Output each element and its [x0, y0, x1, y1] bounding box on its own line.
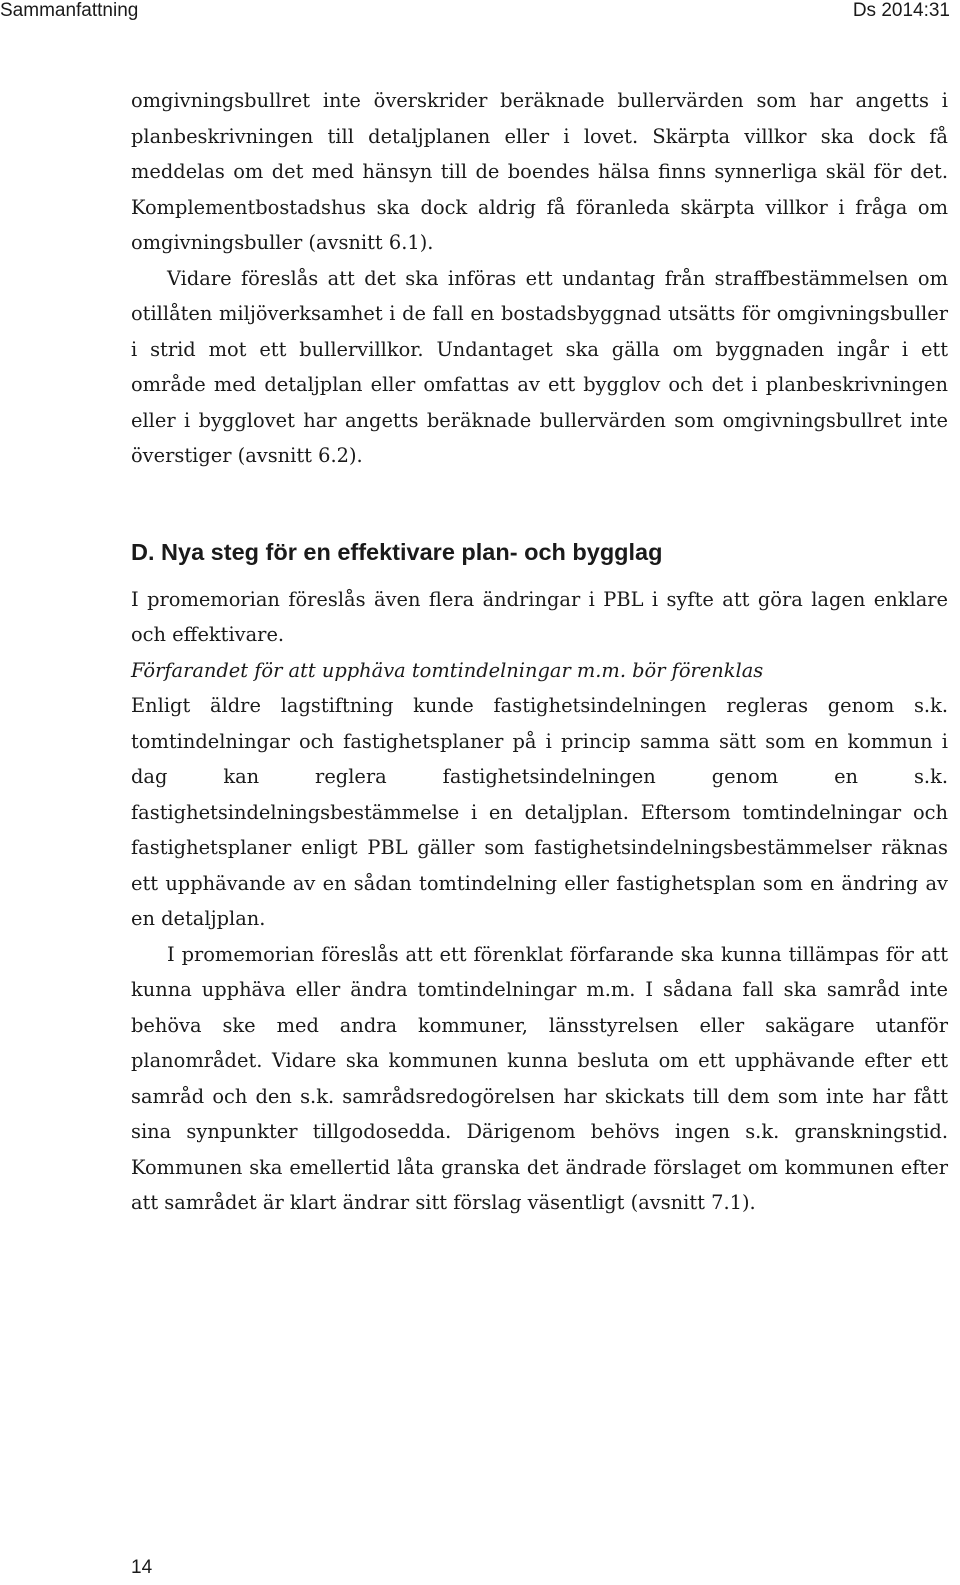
paragraph-aldre-lagstiftning: Enligt äldre lagstiftning kunde fastighetsindelningen regleras genom s.k. tomtindelningar och fastighetsplaner på i princip samma sätt som en kommun i dag kan reglera fastighetsindelningen genom en s.k. fastighetsindelningsbestämmelse i en detaljplan. Eftersom tomtindelningar och fastighetsplaner enligt PBL gäller som fastighetsindelningsbestämmelser räknas ett upphävande av en sådan tomtindelning eller fastighetsplan som en ändring av en detaljplan.: [131, 694, 948, 930]
paragraph-pbl-changes: I promemorian föreslås även flera ändringar i PBL i syfte att göra lagen enklare och effektivare.: [131, 587, 948, 646]
paragraph-straffbestammelse: Vidare föreslås att det ska införas ett undantag från straffbestämmelsen om otillåten miljöverksamhet i de fall en bostadsbyggnad utsätts för omgivningsbuller i strid mot ett bullervillkor. Undantaget ska gälla om byggnaden ingår i ett område med detaljplan eller omfattas av ett bygglov och det i planbeskrivningen eller i bygglovet har angetts beräknade bullervärden som omgivningsbullret inte överstiger (avsnitt 6.2).: [131, 266, 948, 467]
subheading-tomtindelningar: Förfarandet för att upphäva tomtindelningar m.m. bör förenklas: [131, 658, 764, 682]
page-body: [131, 83, 948, 1221]
section-heading-d: D. Nya steg för en effektivare plan- och bygglag: [131, 538, 663, 565]
running-header: [0, 0, 960, 30]
running-header-section: Sammanfattning: [0, 0, 139, 21]
paragraph-continuation: omgivningsbullret inte överskrider beräknade bullervärden som har angetts i planbeskrivningen till detaljplanen eller i lovet. Skärpta villkor ska dock få meddelas om det med hänsyn till de boendes hälsa finns synnerliga skäl för det. Komplementbostadshus ska dock aldrig få föranleda skärpta villkor i fråga om omgivningsbuller (avsnitt 6.1).: [131, 89, 948, 254]
page-number: 14: [131, 1557, 153, 1578]
running-header-document-id: Ds 2014:31: [852, 0, 950, 21]
paragraph-forenklat-forfarande: I promemorian föreslås att ett förenklat förfarande ska kunna tillämpas för att kunna upphäva eller ändra tomtindelningar m.m. I sådana fall ska samråd inte behöva ske med andra kommuner, länsstyrelsen eller sakägare utanför planområdet. Vidare ska kommunen kunna besluta om ett upphävande efter ett samråd och den s.k. samrådsredogörelsen har skickats till dem som inte har fått sina synpunkter tillgodosedda. Därigenom behövs ingen s.k. granskningstid. Kommunen ska emellertid låta granska det ändrade förslaget om kommunen efter att samrådet är klart ändrar sitt förslag väsentligt (avsnitt 7.1).: [131, 942, 948, 1214]
